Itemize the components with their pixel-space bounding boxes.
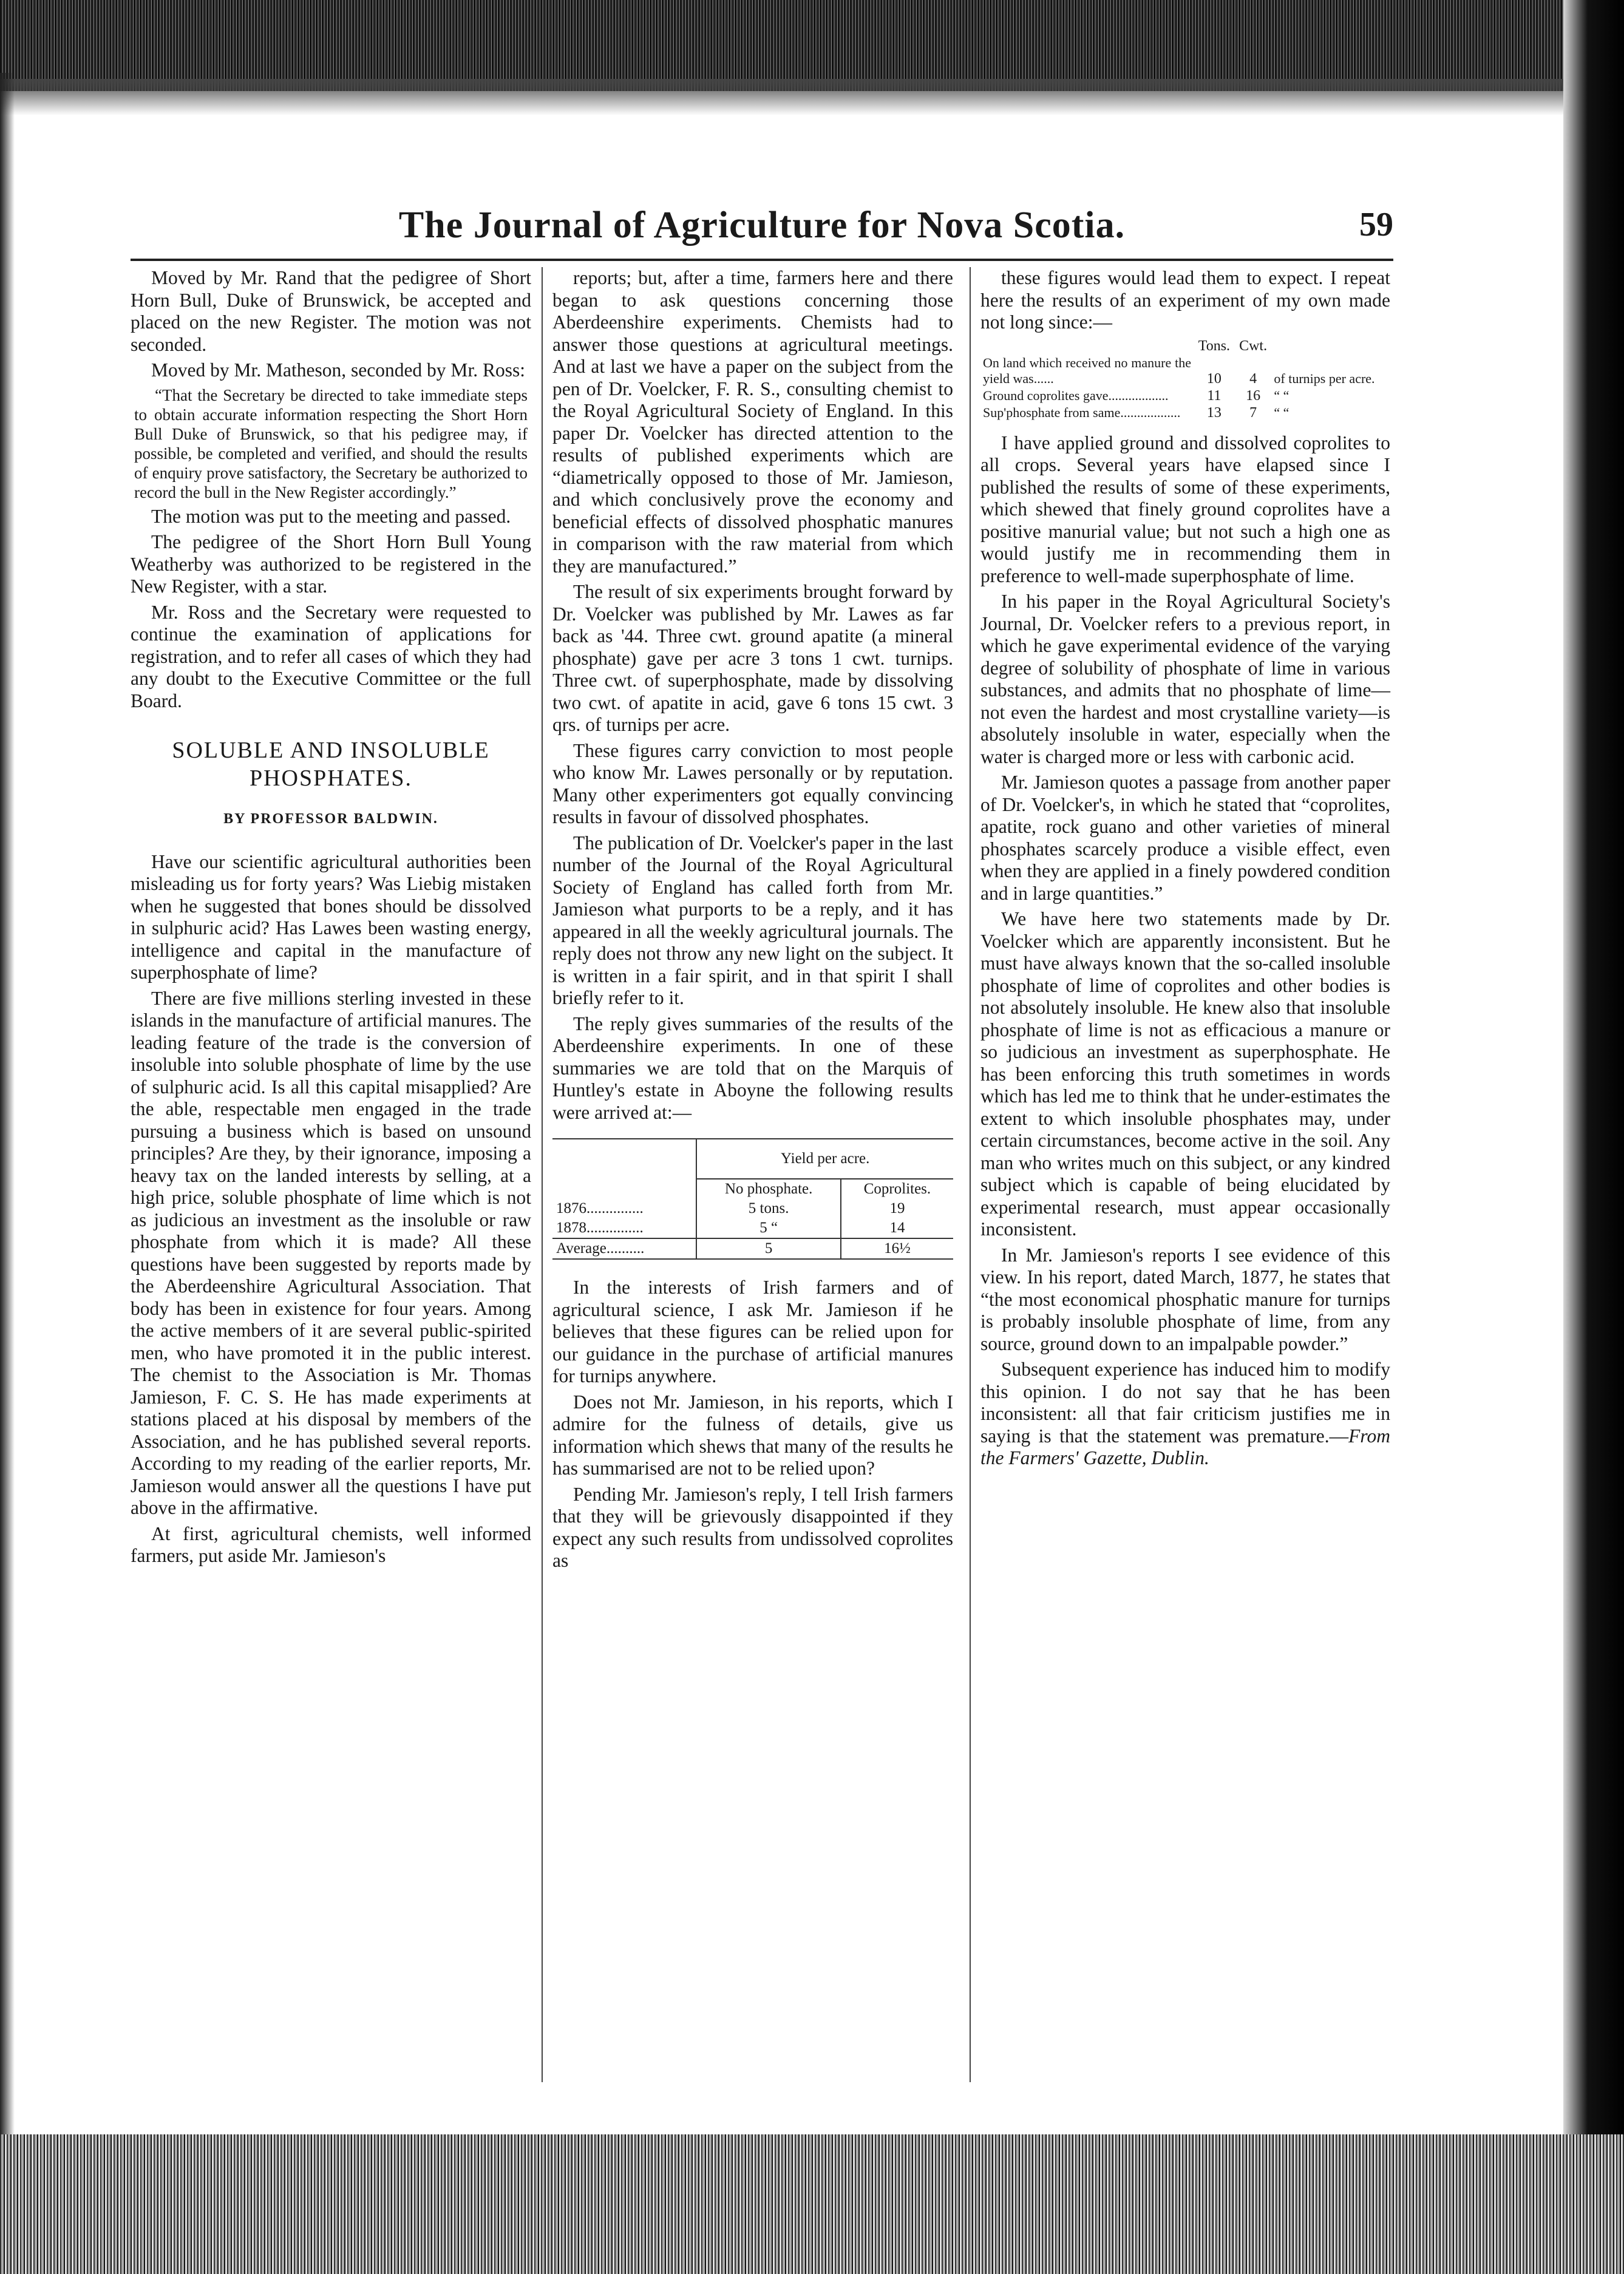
article-title-line: PHOSPHATES. [249,765,413,791]
paragraph: Mr. Ross and the Secretary were requested to continue the examination of applications for registration, and to refer all cases of which they had any doubt to the Executive Committee or the full Board. [131,601,531,711]
journal-title: The Journal of Agriculture for Nova Scotia. [398,205,1126,246]
paragraph: The publication of Dr. Voelcker's paper in the last number of the Journal of the Royal Agricultural Society of England has called forth from Mr. Jamieson what purports to be a reply, and it has appeared in all the weekly agricultural journals. The reply does not throw any new light on the subject. It is written in a fair spirit, and in that spirit I shall briefly refer to it. [552,832,953,1008]
paragraph: At first, agricultural chemists, well informed farmers, put aside Mr. Jamieson's [131,1522,531,1566]
paragraph [980,1359,1390,1470]
column-middle [552,267,953,1576]
paragraph: We have here two statements made by Dr. Voelcker which are apparently inconsistent. But he must have always known that the so-called insoluble phosphate of lime of coprolites and other bodies is not absolutely insoluble. He knew also that insoluble phosphate of lime is not as efficacious a manure or so judicious an investment as superphosphate. He has been enforcing this truth sometimes in words which has led me to think that he under-estimates the extent to which insoluble phosphates may, under certain circumstances, become active in the soil. Any man who writes much on this subject, or any kindred subject which is capable of being elucidated by experimental research, must appear occasionally inconsistent. [980,908,1390,1240]
table-cell: “ “ [1274,404,1289,420]
paragraph: In his paper in the Royal Agricultural Society's Journal, Dr. Voelcker refers to a previous report, in which he gave experimental evidence of the varying degree of solubility of phosphate of lime in various substances, and admits that no phosphate of lime—not even the hardest and most crystalline variety—is absolutely insoluble in water, especially when the water is charged more or less with carbonic acid. [980,591,1390,767]
table-row-label: Ground coprolites gave.................. [983,387,1169,403]
table-cell: 16 [1246,387,1261,404]
table-cell: 14 [841,1218,953,1238]
paragraph: Moved by Mr. Rand that the pedigree of Short Horn Bull, Duke of Brunswick, be accepted and placed on the new Register. The motion was not seconded. [131,267,531,355]
table-row [980,387,1390,404]
column-divider [542,267,543,2082]
table-cell: 7 [1249,404,1257,421]
table-header-cell: Cwt. [1239,338,1268,354]
table-row [552,1238,953,1259]
table-corner [552,1179,696,1199]
table-cell: 13 [1206,404,1221,421]
paragraph: The reply gives summaries of the results of the Aberdeenshire experiments. In one of these summaries we are told that on the Marquis of Huntley's estate in Aboyne the following results were arrived at:— [552,1013,953,1123]
paragraph: I have applied ground and dissolved coprolites to all crops. Several years have elapsed since I published the results of some of these experiments, which shewed that finely ground coprolites have a positive manurial value; but not such a high one as would justify me in recommending them in preference to well-made superphosphate of lime. [980,432,1390,586]
scan-border-left [0,73,15,2274]
scan-border-right [1563,0,1624,2274]
paragraph: Moved by Mr. Matheson, seconded by Mr. Ross: [151,359,525,381]
experiment-table [980,338,1390,421]
table-cell: of turnips per acre. [1274,370,1375,386]
table-row-label: Average.......... [552,1238,696,1259]
table-cell: “ “ [1274,387,1289,403]
paragraph: These figures carry conviction to most people who know Mr. Lawes personally or by reputation. Many other experimenters got equally convincing results in favour of dissolved phosphates. [552,739,953,827]
column-right [980,267,1390,1473]
paragraph-text: Subsequent experience has induced him to modify this opinion. I do not say that he has been inconsistent: all that fair criticism justifies me in saying is that the statement was premature.— [980,1359,1390,1447]
table-cell: 19 [841,1199,953,1218]
source-citation: From the Farmers' Gazette, Dublin. [980,1425,1390,1468]
table-row-label: On land which received no manure the yield was...... [983,355,1191,386]
page-header [131,200,1393,261]
table-cell: 5 “ [696,1218,841,1238]
paragraph: In Mr. Jamieson's reports I see evidence of this view. In his report, dated March, 1877, he states that “the most economical phosphatic manure for turnips is probably insoluble phosphate of lime, from any source, ground down to an impalpable powder.” [980,1244,1390,1354]
table-corner [980,338,1194,355]
paragraph: Does not Mr. Jamieson, in his reports, which I admire for the fulness of details, give us information which shews that many of the results he has summarised are not to be relied upon? [552,1391,953,1479]
article-byline: BY PROFESSOR BALDWIN. [223,811,438,827]
table-header-cell: Coprolites. [841,1179,953,1199]
scan-border-bottom [0,2134,1624,2274]
table-corner [1271,338,1390,355]
column-left [131,267,531,1571]
scan-border-top [0,0,1624,91]
table-cell: 16½ [841,1238,953,1259]
paragraph: reports; but, after a time, farmers here and there began to ask questions concerning those Aberdeenshire experiments. Chemists had to answer those questions at agricultural meetings. And at last we have a paper on the subject from the pen of Dr. Voelcker, F. R. S., consulting chemist to the Royal Agricultural Society of England. In this paper Dr. Voelcker has directed attention to the results of published experiments which are “diametrically opposed to those of Mr. Jamieson, and which conclusively prove the economy and beneficial effects of dissolved phosphatic manures in comparison with the raw material from which they are manufactured.” [552,267,953,577]
paragraph: There are five millions sterling invested in these islands in the manufacture of artificial manures. The leading feature of the trade is the conversion of insoluble into soluble phosphate of lime by the use of sulphuric acid. Is all this capital misapplied? Are the able, respectable men engaged in the trade pursuing a business which is based on unsound principles? Are they, by their ignorance, imposing a heavy tax on the landed interests by selling, at a high price, soluble phosphate of lime which is not as judicious an investment as the insoluble or raw phosphate from which it is made? All these questions have been suggested by reports made by the Aberdeenshire Agricultural Association. That body has been in existence for four years. Among the active members of it are several public-spirited men, who have promoted it in the public interest. The chemist to the Association is Mr. Thomas Jamieson, F. C. S. He has made experiments at stations placed at his disposal by members of the Association, and he has published several reports. According to my reading of the earlier reports, Mr. Jamieson would answer all the questions I have put above in the affirmative. [131,987,531,1518]
article-title [131,736,531,792]
resolution-quote: “That the Secretary be directed to take immediate steps to obtain accurate information respecting the Short Horn Bull Duke of Brunswick, so that his pedigree may, if possible, be completed and verified, and should the results of enquiry prove satisfactory, the Secretary be authorized to record the bull in the New Register accordingly.” [134,385,528,501]
paragraph: Mr. Jamieson quotes a passage from another paper of Dr. Voelcker's, in which he stated that “coprolites, apatite, rock guano and other varieties of mineral phosphates scarcely produce a visible effect, even when they are applied in a finely powdered condition and in large quantities.” [980,772,1390,904]
table-row-label: 1878............... [552,1218,696,1238]
table-cell: 5 tons. [696,1199,841,1218]
table-row [980,404,1390,421]
table-row [552,1218,953,1238]
yield-table [552,1138,953,1260]
paragraph: The pedigree of the Short Horn Bull Young Weatherby was authorized to be registered in the New Register, with a star. [131,531,531,597]
page-number: 59 [1359,206,1393,243]
table-cell: 5 [696,1238,841,1259]
table-row-label: 1876............... [556,1200,644,1217]
paragraph: Have our scientific agricultural authorities been misleading us for forty years? Was Liebig mistaken when he suggested that bones should be dissolved in sulphuric acid? Has Lawes been wasting energy, intelligence and capital in the manufacture of superphosphate of lime? [131,850,531,983]
column-divider [970,267,971,2082]
table-cell: 10 [1206,370,1221,387]
article-title-line: SOLUBLE AND INSOLUBLE [172,738,490,763]
table-cell: 11 [1207,387,1221,404]
table-caption: Yield per acre. [696,1139,953,1179]
table-row-label: Sup'phosphate from same.................. [983,404,1181,420]
paragraph: In the interests of Irish farmers and of agricultural science, I ask Mr. Jamieson if he believes that these figures can be relied upon for our guidance in the purchase of artificial manures for turnips anywhere. [552,1277,953,1386]
table-header-cell: No phosphate. [696,1179,841,1199]
table-corner [552,1139,696,1179]
paragraph: Pending Mr. Jamieson's reply, I tell Irish farmers that they will be grievously disappointed if they expect any such results from undissolved coprolites as [552,1483,953,1571]
paragraph: The motion was put to the meeting and passed. [151,505,511,527]
paragraph: these figures would lead them to expect. I repeat here the results of an experiment of my own made not long since:— [980,267,1390,333]
table-header-cell: Tons. [1198,338,1231,354]
table-row [980,355,1390,387]
table-cell: 4 [1249,370,1257,387]
paragraph: The result of six experiments brought forward by Dr. Voelcker was published by Mr. Lawes as far back as '44. Three cwt. ground apatite (a mineral phosphate) gave per acre 3 tons 1 cwt. turnips. Three cwt. of superphosphate, made by dissolving two cwt. of apatite in acid, gave 6 tons 15 cwt. 3 qrs. of turnips per acre. [552,581,953,735]
table-row [552,1199,953,1218]
